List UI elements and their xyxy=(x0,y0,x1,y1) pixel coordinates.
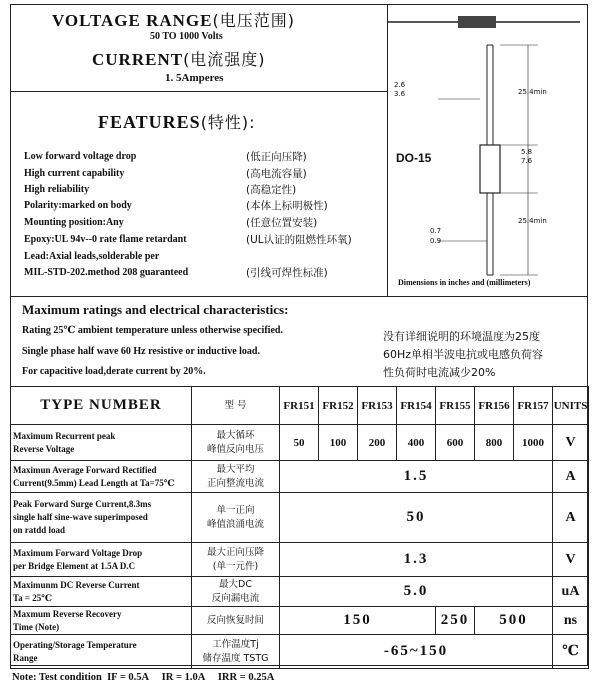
value-cell: 1000 xyxy=(514,425,553,461)
feature-item-zh: (UL认证的阻燃性环氧) xyxy=(246,234,352,246)
value-cell: 5.0 xyxy=(280,577,553,607)
model-header: FR153 xyxy=(358,387,397,425)
package-label: DO-15 xyxy=(396,151,432,165)
model-header: FR157 xyxy=(514,387,553,425)
row-label-zh: 工作温度Tj 储存温度 TSTG xyxy=(192,635,280,669)
features-heading: FEATURES(特性): xyxy=(98,112,256,132)
divider xyxy=(10,91,387,92)
feature-item: Epoxy:UL 94v--0 rate flame retardant xyxy=(24,234,187,245)
value-cell: 1.5 xyxy=(280,461,553,493)
table-row xyxy=(11,461,589,493)
unit-cell: uA xyxy=(553,577,589,607)
symbol-header: 型 号 xyxy=(192,387,280,425)
model-header: FR152 xyxy=(319,387,358,425)
value-cell: 150 xyxy=(280,607,436,635)
dim-body-diameter-2: 3.6 xyxy=(394,90,406,98)
feature-item-zh: (高电流容量) xyxy=(246,168,307,180)
dim-lead-diameter-1: 0.7 xyxy=(430,227,442,235)
value-cell: 600 xyxy=(436,425,475,461)
feature-item-zh: (引线可焊性标准) xyxy=(246,267,328,279)
unit-cell: A xyxy=(553,461,589,493)
value-cell: 500 xyxy=(475,607,553,635)
dim-lead-length-bottom: 25.4min xyxy=(518,217,547,225)
row-label-zh: 反向恢复时间 xyxy=(192,607,280,635)
ratings-line-zh: 性负荷时电流减少20% xyxy=(383,366,496,379)
ratings-heading: Maximum ratings and electrical characteristics: xyxy=(22,302,289,317)
voltage-range-title: VOLTAGE RANGE(电压范围) xyxy=(52,11,295,30)
unit-cell: ns xyxy=(553,607,589,635)
feature-item: Mounting position:Any xyxy=(24,217,124,228)
ratings-line: For capacitive load,derate current by 20%. xyxy=(22,366,206,377)
feature-item: Polarity:marked on body xyxy=(24,200,132,211)
row-label-zh: 最大循环 峰值反向电压 xyxy=(192,425,280,461)
value-cell: 250 xyxy=(436,607,475,635)
ratings-line-zh: 没有详细说明的环境温度为25度 xyxy=(383,330,540,343)
feature-item: MIL-STD-202.method 208 guaranteed xyxy=(24,267,189,278)
model-header: FR155 xyxy=(436,387,475,425)
unit-cell: ℃ xyxy=(553,635,589,669)
feature-item-zh: (本体上标明极性) xyxy=(246,200,328,212)
feature-item-zh: (高稳定性) xyxy=(246,184,297,196)
dim-body-length-2: 7.6 xyxy=(521,157,533,165)
feature-item: Low forward voltage drop xyxy=(24,151,137,162)
model-header: FR151 xyxy=(280,387,319,425)
feature-item-zh: (低正向压降) xyxy=(246,151,307,163)
unit-cell: V xyxy=(553,543,589,577)
diode-outline-drawing xyxy=(388,5,587,295)
value-cell: 50 xyxy=(280,425,319,461)
feature-item: High current capability xyxy=(24,168,125,179)
current-title: CURRENT(电流强度) xyxy=(92,50,266,69)
row-label: Operating/Storage Temperature Range xyxy=(11,635,192,669)
row-label-zh: 单一正向 峰值浪涌电流 xyxy=(192,493,280,543)
dim-body-length-1: 5.8 xyxy=(521,148,533,156)
unit-cell: A xyxy=(553,493,589,543)
table-row xyxy=(11,635,589,669)
value-cell: 50 xyxy=(280,493,553,543)
row-label: Maximum Recurrent peak Reverse Voltage xyxy=(11,425,192,461)
row-label-zh: 最大平均 正向整流电流 xyxy=(192,461,280,493)
value-cell: 1.3 xyxy=(280,543,553,577)
dim-body-diameter-1: 2.6 xyxy=(394,81,406,89)
ratings-line-zh: 60Hz单相半波电抗或电感负荷容 xyxy=(383,348,544,361)
feature-item: High reliability xyxy=(24,184,90,195)
feature-item: Lead:Axial leads,solderable per xyxy=(24,251,160,262)
row-label: Maximun Average Forward Rectified Current(9.5mm) Lead Length at Ta=75℃ xyxy=(11,461,192,493)
value-cell: 800 xyxy=(475,425,514,461)
value-cell: 400 xyxy=(397,425,436,461)
diode-body xyxy=(480,145,500,193)
type-number-header: TYPE NUMBER xyxy=(11,387,192,425)
row-label: Peak Forward Surge Current,8.3ms single half sine-wave superimposed on ratdd load xyxy=(11,493,192,543)
row-label-zh: 最大正向压降 (单一元件) xyxy=(192,543,280,577)
table-header-row xyxy=(11,387,589,425)
table-row xyxy=(11,493,589,543)
table-row xyxy=(11,543,589,577)
row-label: Maxmum Reverse Recovery Time (Note) xyxy=(11,607,192,635)
diode-body-top xyxy=(458,16,496,28)
table-row xyxy=(11,607,589,635)
feature-item-zh: (任意位置安装) xyxy=(246,217,318,229)
ratings-line: Rating 25℃ ambient temperature unless otherwise specified. xyxy=(22,325,283,336)
model-header: FR156 xyxy=(475,387,514,425)
spec-table xyxy=(10,386,589,669)
voltage-range-value: 50 TO 1000 Volts xyxy=(150,31,223,42)
dim-lead-diameter-2: 0.9 xyxy=(430,237,442,245)
model-header: FR154 xyxy=(397,387,436,425)
dim-lead-length-top: 25.4min xyxy=(518,88,547,96)
divider xyxy=(10,296,588,297)
row-label-zh: 最大DC 反向漏电流 xyxy=(192,577,280,607)
test-condition-note: Note: Test condition IF = 0.5A IR = 1.0A IRR = 0.25A xyxy=(12,672,275,683)
dimensions-caption: Dimensions in inches and (millimeters) xyxy=(398,278,531,287)
row-label: Maximum Forward Voltage Drop per Bridge Element at 1.5A D.C xyxy=(11,543,192,577)
units-header: UNITS xyxy=(553,387,589,425)
unit-cell: V xyxy=(553,425,589,461)
table-row xyxy=(11,425,589,461)
value-cell: -65~150 xyxy=(280,635,553,669)
row-label: Maximunm DC Reverse Current Ta = 25℃ xyxy=(11,577,192,607)
table-row xyxy=(11,577,589,607)
value-cell: 100 xyxy=(319,425,358,461)
ratings-line: Single phase half wave 60 Hz resistive or inductive load. xyxy=(22,346,260,357)
value-cell: 200 xyxy=(358,425,397,461)
current-value: 1. 5Amperes xyxy=(165,72,224,84)
